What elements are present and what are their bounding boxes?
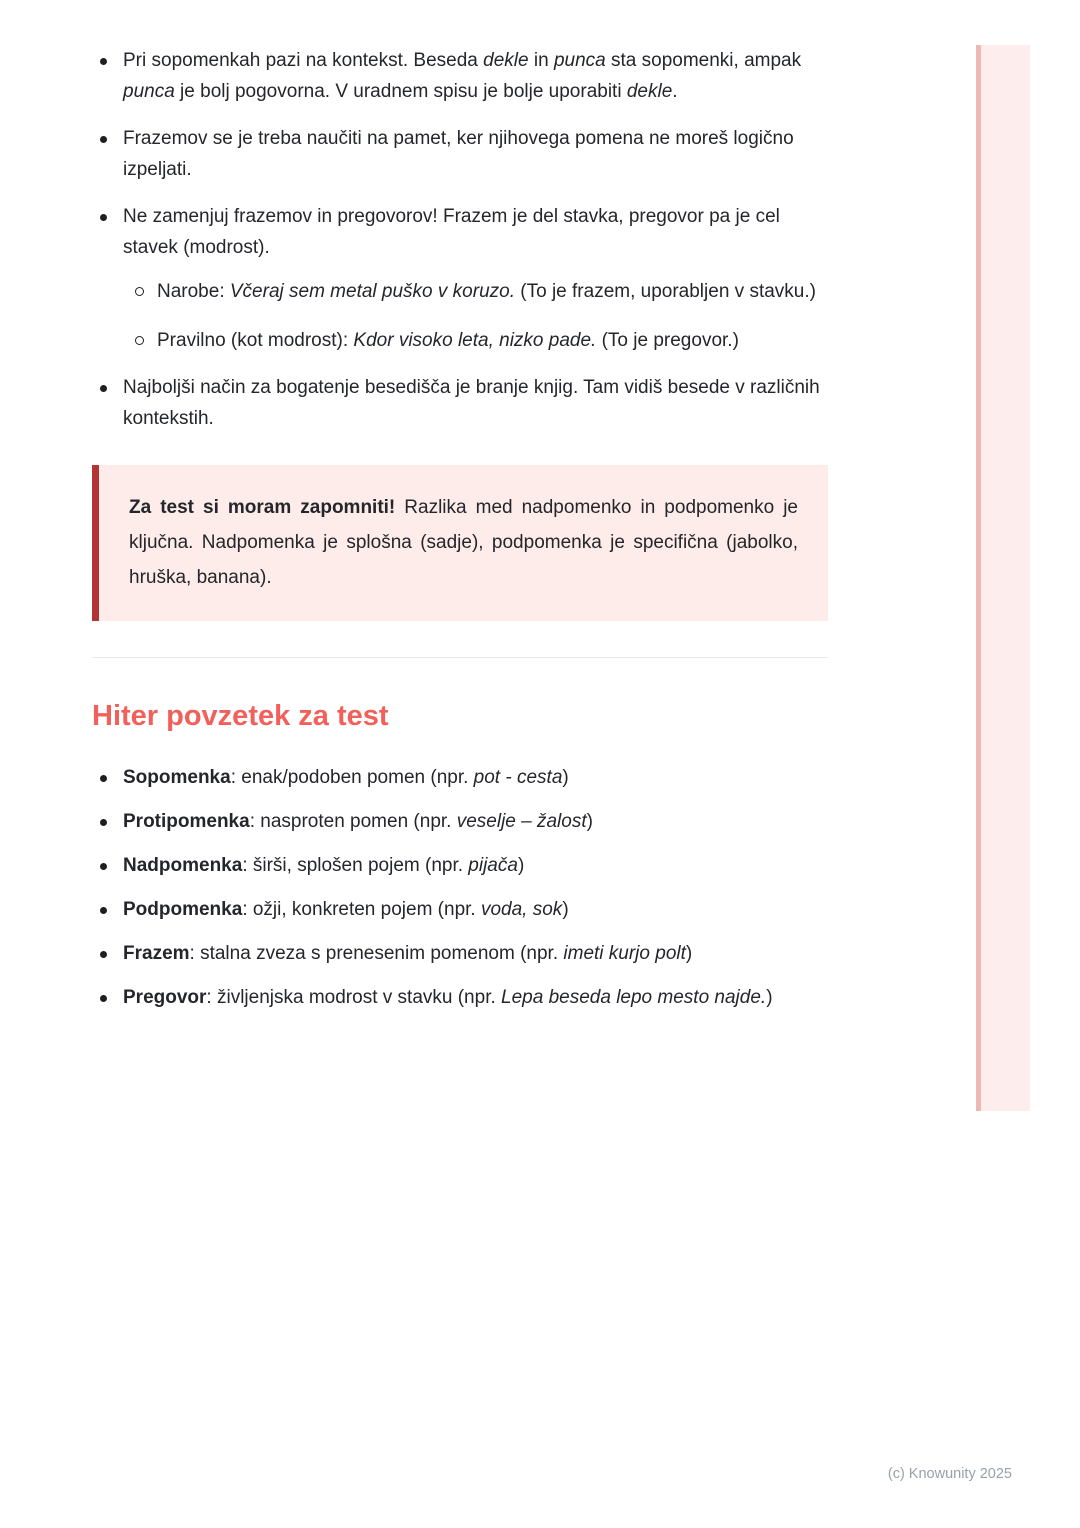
summary-item: Podpomenka: ožji, konkreten pojem (npr. voda, sok) <box>92 895 828 926</box>
notes-bullet-list <box>92 46 828 435</box>
summary-item: Sopomenka: enak/podoben pomen (npr. pot - cesta) <box>92 763 828 794</box>
summary-list <box>92 763 828 1014</box>
page-content <box>92 46 828 1027</box>
callout-note: Za test si moram zapomniti! Razlika med nadpomenko in podpomenko je ključna. Nadpomenka je splošna (sadje), podpomenka je specifična (jabolko, hruška, banana). <box>92 465 828 621</box>
summary-item: Frazem: stalna zveza s prenesenim pomenom (npr. imeti kurjo polt) <box>92 939 828 970</box>
sub-bullet-item: Pravilno (kot modrost): Kdor visoko leta, nizko pade. (To je pregovor.) <box>135 326 828 357</box>
summary-item: Protipomenka: nasproten pomen (npr. veselje – žalost) <box>92 807 828 838</box>
sub-bullet-item: Narobe: Včeraj sem metal puško v koruzo. (To je frazem, uporabljen v stavku.) <box>135 277 828 308</box>
section-heading: Hiter povzetek za test <box>92 700 389 733</box>
summary-item: Nadpomenka: širši, splošen pojem (npr. pijača) <box>92 851 828 882</box>
footer-credit: (c) Knowunity 2025 <box>887 1466 1012 1482</box>
bullet-item: Frazemov se je treba naučiti na pamet, ker njihovega pomena ne moreš logično izpeljati. <box>92 124 828 186</box>
bullet-item: Pri sopomenkah pazi na kontekst. Beseda dekle in punca sta sopomenki, ampak punca je bolj pogovorna. V uradnem spisu je bolje uporabiti dekle. <box>92 46 828 108</box>
bullet-text: Ne zamenjuj frazemov in pregovorov! Frazem je del stavka, pregovor pa je cel stavek (modrost). <box>123 205 780 258</box>
side-highlight-bar <box>981 45 1030 1111</box>
bullet-item: Najboljši način za bogatenje besedišča je branje knjig. Tam vidiš besede v različnih kontekstih. <box>92 373 828 435</box>
section-divider <box>92 657 828 658</box>
sub-bullet-list <box>123 277 828 357</box>
bullet-item <box>92 202 828 357</box>
summary-item: Pregovor: življenjska modrost v stavku (npr. Lepa beseda lepo mesto najde.) <box>92 983 828 1014</box>
